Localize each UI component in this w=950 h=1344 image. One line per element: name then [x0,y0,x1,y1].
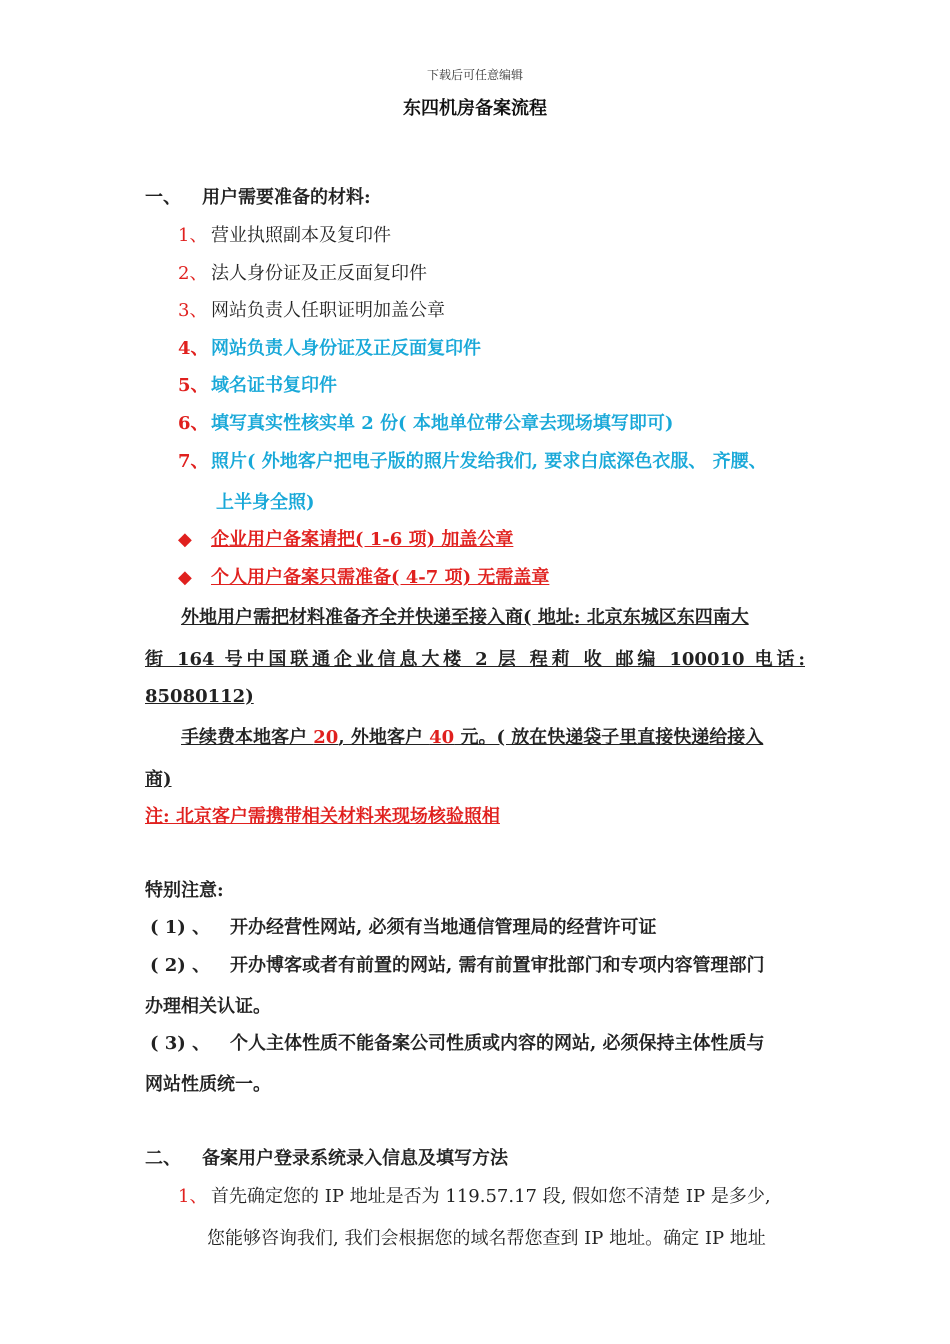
item-text: 照片( 外地客户把电子版的照片发给我们, 要求白底深色衣服、 齐腰、 [211,451,767,472]
list-item [178,447,767,473]
list-item [178,296,445,322]
list-item [178,221,391,247]
fee-line-2: 商) [145,769,172,790]
page-header: 下载后可任意编辑 [426,68,523,82]
item-number: 4、 [178,338,209,359]
special-item-text: 个人主体性质不能备案公司性质或内容的网站, 必须保持主体性质与 [230,1033,765,1054]
diamond-bullet-icon: ◆ [178,567,192,588]
fee-text: 元。( 放在快递袋子里直接快递给接入 [454,727,764,748]
section-1-title: 用户需要准备的材料: [202,187,371,208]
special-item [150,1029,765,1055]
section-2-heading [145,1144,508,1170]
section-1-number: 一、 [145,187,181,208]
item-number: 3、 [178,300,208,321]
item-text: 填写真实性核实单 2 份( 本地单位带公章去现场填写即可) [211,413,674,434]
item-number: 1、 [178,1186,208,1207]
special-item-number: ( 1) 、 [150,917,211,938]
list-item [178,259,427,285]
item-text-continued: 上半身全照) [216,492,315,513]
mail-address-line-3: 85080112) [145,686,254,707]
special-item-text: 开办经营性网站, 必须有当地通信管理局的经营许可证 [230,917,657,938]
bullet-item [178,525,513,551]
note-text: 注: 北京客户需携带相关材料来现场核验照相 [145,806,500,827]
list-item [178,1182,771,1208]
item-number: 5、 [178,375,209,396]
mail-address-line-2: 街 164 号中国联通企业信息大楼 2 层 程莉 收 邮编 100010 电话: [145,649,805,670]
item-text: 营业执照副本及复印件 [211,225,391,246]
section-2-number: 二、 [145,1148,181,1169]
item-number: 7、 [178,451,209,472]
list-item [178,409,673,435]
item-text: 域名证书复印件 [211,375,337,396]
item-text: 网站负责人身份证及正反面复印件 [211,338,481,359]
fee-remote-amount: 40 [429,727,455,748]
special-item-text: 开办博客或者有前置的网站, 需有前置审批部门和专项内容管理部门 [230,955,765,976]
mail-address-line-1: 外地用户需把材料准备齐全并快递至接入商( 地址: 北京东城区东四南大 [181,607,749,628]
item-text-continued: 您能够咨询我们, 我们会根据您的域名帮您查到 IP 地址。确定 IP 地址 [207,1228,766,1249]
fee-local-amount: 20 [313,727,339,748]
special-item-continued: 网站性质统一。 [145,1074,271,1095]
fee-text: , 外地客户 [338,727,430,748]
section-2-title: 备案用户登录系统录入信息及填写方法 [202,1148,508,1169]
fee-line [181,723,763,749]
bullet-text: 企业用户备案请把( 1-6 项) 加盖公章 [211,529,514,550]
special-item-number: ( 3) 、 [150,1033,211,1054]
special-heading: 特别注意: [145,880,224,901]
item-number: 1、 [178,225,208,246]
bullet-text: 个人用户备案只需准备( 4-7 项) 无需盖章 [211,567,550,588]
list-item [178,334,481,360]
special-item-number: ( 2) 、 [150,955,211,976]
item-text: 法人身份证及正反面复印件 [211,263,427,284]
special-item-continued: 办理相关认证。 [145,996,271,1017]
section-1-heading [145,183,371,209]
item-number: 2、 [178,263,208,284]
page-title: 东四机房备案流程 [403,98,547,119]
diamond-bullet-icon: ◆ [178,529,192,550]
item-text: 首先确定您的 IP 地址是否为 119.57.17 段, 假如您不清楚 IP 是多少, [211,1186,771,1207]
item-number: 6、 [178,413,209,434]
bullet-item [178,563,549,589]
special-item [150,913,657,939]
list-item [178,371,337,397]
item-text: 网站负责人任职证明加盖公章 [211,300,445,321]
special-item [150,951,765,977]
fee-text: 手续费本地客户 [181,727,314,748]
